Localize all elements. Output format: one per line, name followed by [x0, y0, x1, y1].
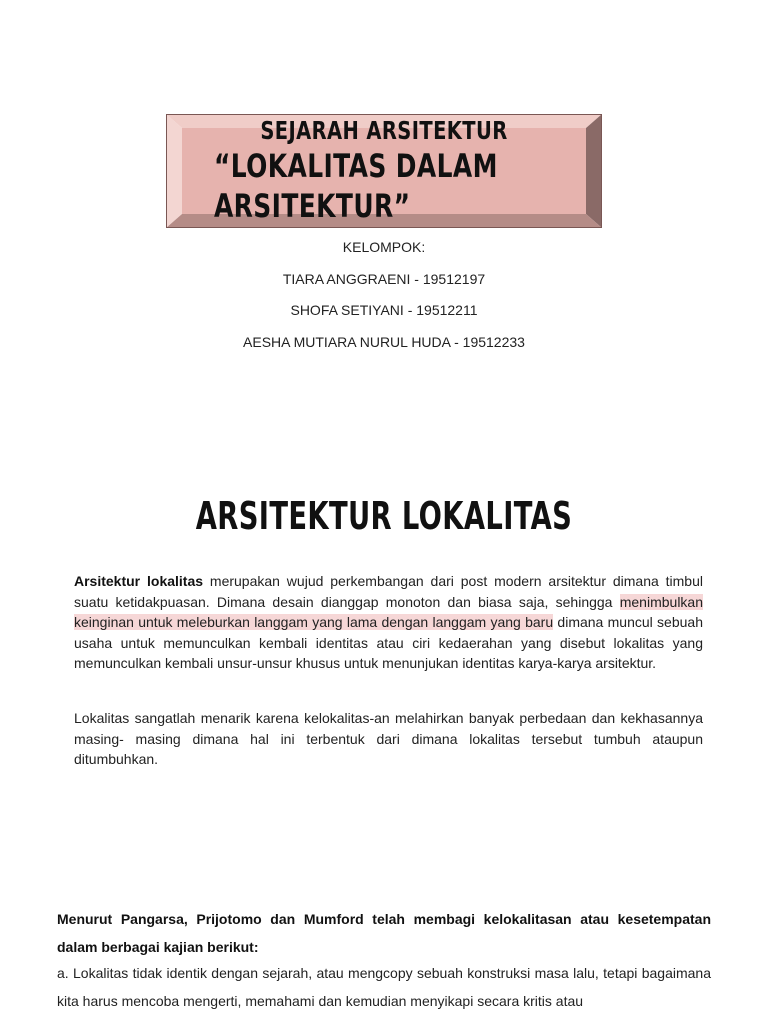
member-name: AESHA MUTIARA NURUL HUDA - 19512233 [243, 333, 525, 350]
member-name: TIARA ANGGRAENI - 19512197 [282, 270, 486, 287]
highlighted-text: menimbulkan keinginan untuk meleburkan langgam yang lama dengan langgam yang baru [74, 593, 703, 631]
group-members [0, 236, 768, 362]
bevel-right [586, 114, 602, 228]
banner-text [214, 114, 554, 228]
bevel-left [166, 114, 182, 228]
group-heading: KELOMPOK: [342, 239, 426, 255]
banner-subtitle: SEJARAH ARSITEKTUR [260, 116, 508, 145]
bold-lead: Arsitektur lokalitas [74, 573, 204, 589]
list-item-a: a. Lokalitas tidak identik dengan sejarah, atau mengcopy sebuah konstruksi masa lalu, tetapi bagaimana kita harus mencoba mengerti, memahami dan kemudian menyikapi secara kritis atau [57, 965, 711, 1009]
paragraph-text: dimana muncul sebuah usaha untuk memunculkan kembali identitas atau ciri kedaerahan yang disebut lokalitas yang memunculkan kembali unsur-unsur khusus untuk menunjukan identitas karya-karya arsitektur. [74, 614, 703, 672]
paragraph-1 [74, 571, 703, 674]
member-name: SHOFA SETIYANI - 19512211 [290, 302, 478, 318]
section-heading: ARSITEKTUR LOKALITAS [195, 494, 573, 538]
paragraph-text: merupakan wujud perkembangan dari post modern arsitektur dimana timbul suatu ketidakpuasan. Dimana desain dianggap monoton dan biasa saja, sehingga [74, 573, 703, 610]
title-banner [166, 114, 602, 228]
paragraph-2: Lokalitas sangatlah menarik karena kelokalitas-an melahirkan banyak perbedaan dan kekhasannya masing- masing dimana hal ini terbentuk dari dimana lokalitas tersebut tumbuh ataupun ditumbuhkan. [74, 710, 703, 768]
banner-title: “LOKALITAS DALAM ARSITEKTUR” [213, 147, 498, 225]
intro-paragraph: Menurut Pangarsa, Prijotomo dan Mumford telah membagi kelokalitasan atau kesetempatan dalam berbagai kajian berikut: [57, 911, 711, 955]
